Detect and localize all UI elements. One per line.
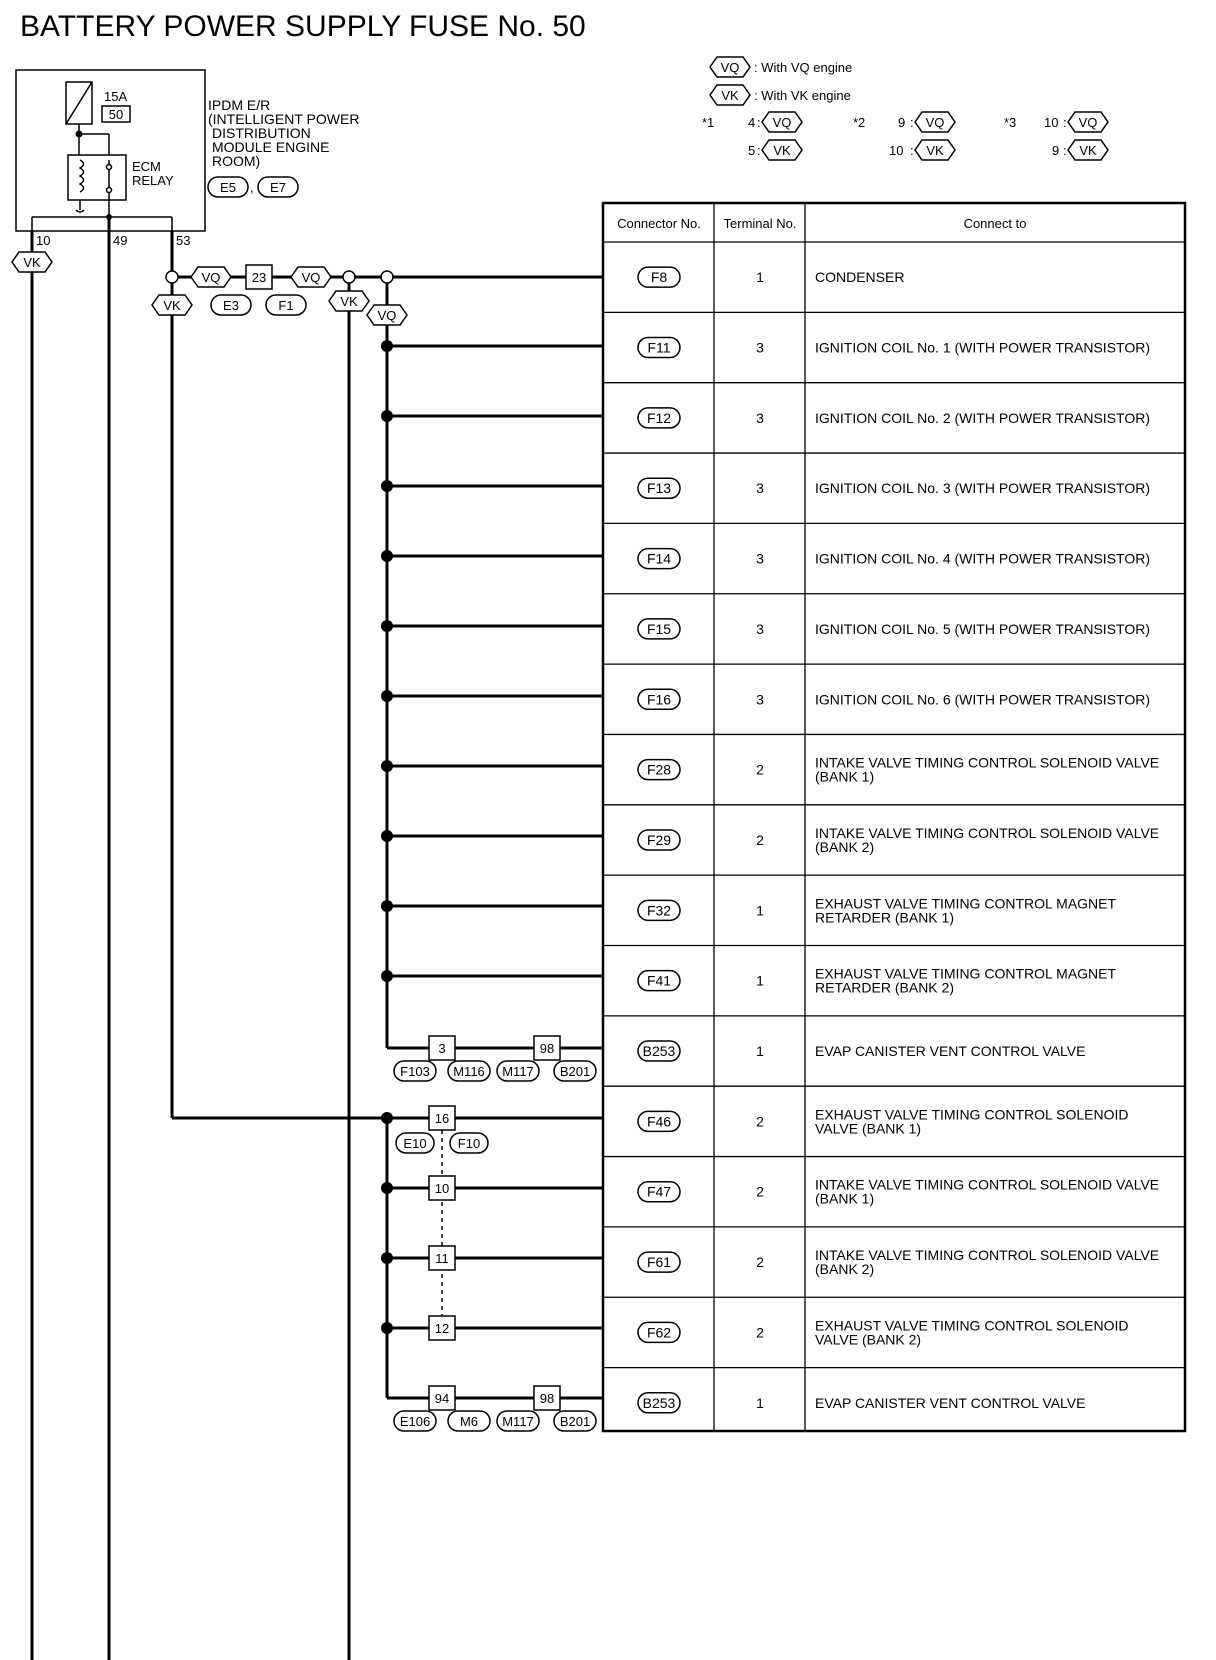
connector-no: F61 — [646, 1254, 672, 1271]
note-num: 9 — [1052, 143, 1060, 158]
joint-98: 98 — [539, 1041, 555, 1056]
connect-to: VALVE (BANK 2) — [815, 1331, 922, 1348]
table-row — [603, 1106, 1185, 1156]
connect-to: RETARDER (BANK 1) — [815, 909, 954, 926]
connector-m6: M6 — [459, 1414, 479, 1429]
terminal-no: 1 — [756, 1043, 764, 1060]
connect-to: EXHAUST VALVE TIMING CONTROL MAGNET — [815, 965, 1117, 982]
ground-icon — [76, 210, 84, 212]
page-title: BATTERY POWER SUPPLY FUSE No. 50 — [20, 10, 586, 43]
vk-tag: VK — [340, 294, 358, 309]
connect-to: IGNITION COIL No. 5 (WITH POWER TRANSISTOR) — [815, 620, 1150, 637]
main-wires — [32, 217, 603, 1660]
terminal-no: 2 — [756, 761, 764, 778]
ipdm-name-4: MODULE ENGINE — [212, 139, 330, 155]
connector-e3: E3 — [223, 298, 239, 313]
svg-text::: : — [757, 115, 761, 130]
connector-no: F16 — [646, 691, 672, 708]
connect-to: CONDENSER — [815, 269, 905, 286]
connector-no: F62 — [646, 1324, 672, 1341]
header-connect-to: Connect to — [963, 216, 1027, 231]
note-num: 4 — [748, 115, 756, 130]
connector-no: F15 — [646, 620, 672, 637]
ipdm-block — [16, 70, 359, 248]
table-row — [603, 895, 1185, 945]
svg-text:,: , — [250, 180, 254, 195]
relay-coil-icon — [80, 160, 84, 192]
connect-to: INTAKE VALVE TIMING CONTROL SOLENOID VALVE — [815, 824, 1160, 841]
table-row — [603, 689, 1185, 734]
relay-label-2: RELAY — [132, 173, 174, 188]
table-row — [603, 338, 1185, 383]
connect-to: RETARDER (BANK 2) — [815, 979, 954, 996]
svg-text::: : — [910, 143, 914, 158]
legend-note-1 — [702, 112, 802, 160]
svg-text::: : — [910, 115, 914, 130]
joint-10: 10 — [434, 1181, 450, 1196]
connector-e10: E10 — [403, 1136, 427, 1151]
connect-to: IGNITION COIL No. 1 (WITH POWER TRANSISTOR) — [815, 339, 1150, 356]
connector-e7: E7 — [270, 180, 286, 195]
connector-no: F28 — [646, 761, 672, 778]
connect-to: INTAKE VALVE TIMING CONTROL SOLENOID VALVE — [815, 1247, 1160, 1264]
note-tag: VK — [1079, 143, 1097, 158]
ipdm-name-2: (INTELLIGENT POWER — [208, 111, 360, 127]
connect-to: INTAKE VALVE TIMING CONTROL SOLENOID VALVE — [815, 754, 1160, 771]
note-tag: VK — [773, 143, 791, 158]
vk-legend-text: : With VK engine — [754, 88, 851, 103]
terminal-no: 3 — [756, 691, 764, 708]
terminal-no: 3 — [756, 480, 764, 497]
connector-no: F29 — [646, 831, 672, 848]
connect-to: EVAP CANISTER VENT CONTROL VALVE — [815, 1394, 1086, 1411]
note-tag: VK — [926, 143, 944, 158]
connector-m116: M116 — [453, 1064, 485, 1079]
connect-to: IGNITION COIL No. 3 (WITH POWER TRANSISTOR) — [815, 480, 1150, 497]
connect-to: EXHAUST VALVE TIMING CONTROL MAGNET — [815, 895, 1117, 912]
connect-to: IGNITION COIL No. 4 (WITH POWER TRANSISTOR) — [815, 550, 1150, 567]
note-num: 10 — [1044, 115, 1059, 130]
connect-to: (BANK 2) — [815, 1261, 875, 1278]
note-tag: VQ — [772, 115, 792, 130]
svg-text::: : — [1063, 115, 1067, 130]
table-row — [603, 478, 1185, 523]
table-row — [603, 549, 1185, 594]
terminal-no: 2 — [756, 831, 764, 848]
connector-no: B253 — [642, 1043, 676, 1060]
terminal-no: 2 — [756, 1183, 764, 1200]
note-num: 9 — [898, 115, 906, 130]
terminal-no: 1 — [756, 972, 764, 989]
table-row — [603, 1177, 1185, 1227]
connect-to: IGNITION COIL No. 6 (WITH POWER TRANSISTOR) — [815, 691, 1150, 708]
vq-legend-text: : With VQ engine — [754, 60, 853, 75]
connector-no: F47 — [646, 1183, 672, 1200]
connect-to: (BANK 1) — [815, 768, 875, 785]
terminal-no: 1 — [756, 902, 764, 919]
vq-tag: VQ — [720, 60, 740, 75]
svg-text::: : — [757, 143, 761, 158]
connect-to: EVAP CANISTER VENT CONTROL VALVE — [815, 1043, 1086, 1060]
ipdm-name-5: ROOM) — [212, 153, 261, 169]
connector-b201: B201 — [559, 1414, 591, 1429]
connector-no: F14 — [646, 550, 672, 567]
connector-b201: B201 — [559, 1064, 591, 1079]
legend-note-3 — [1004, 112, 1108, 160]
vq-tag: VQ — [377, 308, 397, 323]
table-row — [603, 966, 1185, 1016]
pin-49: 49 — [113, 233, 128, 248]
connector-no: F13 — [646, 480, 672, 497]
table-row — [603, 408, 1185, 453]
terminal-no: 3 — [756, 620, 764, 637]
junction-23: 23 — [251, 270, 267, 285]
vk-tag: VK — [163, 298, 181, 313]
table-row — [603, 1247, 1185, 1297]
connector-f103: F103 — [400, 1064, 430, 1079]
connect-to: INTAKE VALVE TIMING CONTROL SOLENOID VALVE — [815, 1176, 1160, 1193]
connector-no: F41 — [646, 972, 672, 989]
connector-no: F11 — [647, 339, 671, 356]
pin-53: 53 — [176, 233, 191, 248]
note-mark: *3 — [1004, 115, 1017, 130]
svg-text::: : — [1063, 143, 1067, 158]
table-row — [603, 755, 1185, 805]
note-mark: *2 — [853, 115, 866, 130]
connect-to: EXHAUST VALVE TIMING CONTROL SOLENOID — [815, 1317, 1129, 1334]
connect-to: (BANK 2) — [815, 838, 875, 855]
joint-94: 94 — [434, 1391, 450, 1406]
connector-m117: M117 — [502, 1064, 534, 1079]
terminal-no: 2 — [756, 1113, 764, 1130]
fuse-number: 50 — [108, 107, 124, 122]
connector-no: F46 — [646, 1113, 672, 1130]
header-connector-no: Connector No. — [617, 216, 701, 231]
legend-vk — [710, 85, 851, 105]
connector-no: F32 — [646, 902, 672, 919]
terminal-no: 1 — [756, 1394, 764, 1411]
terminal-no: 2 — [756, 1254, 764, 1271]
connect-to: VALVE (BANK 1) — [815, 1120, 922, 1137]
connector-f1: F1 — [278, 298, 294, 313]
joint-connectors — [394, 1036, 596, 1431]
terminal-no: 1 — [756, 269, 764, 286]
terminal-no: 3 — [756, 339, 764, 356]
legend-note-2 — [853, 112, 955, 160]
joint-98: 98 — [539, 1391, 555, 1406]
header-terminal-no: Terminal No. — [723, 216, 797, 231]
connector-f10: F10 — [457, 1136, 481, 1151]
note-num: 10 — [889, 143, 904, 158]
relay-label-1: ECM — [132, 159, 161, 174]
table-row — [603, 1317, 1185, 1367]
connect-to: (BANK 1) — [815, 1190, 875, 1207]
ecm-relay-symbol — [68, 155, 126, 200]
legend-vq — [710, 57, 852, 77]
table-row — [603, 619, 1185, 664]
table-row — [603, 1041, 1185, 1086]
pin-10: 10 — [36, 233, 51, 248]
joint-11: 11 — [435, 1251, 449, 1266]
ipdm-name-1: IPDM E/R — [208, 97, 271, 113]
terminal-no: 3 — [756, 409, 764, 426]
joint-12: 12 — [434, 1321, 450, 1336]
connect-to: EXHAUST VALVE TIMING CONTROL SOLENOID — [815, 1106, 1129, 1123]
legend — [702, 57, 1108, 160]
connector-m117: M117 — [502, 1414, 534, 1429]
table-row — [603, 267, 1185, 312]
vk-tag: VK — [721, 88, 739, 103]
vq-tag: VQ — [301, 270, 321, 285]
ipdm-name-3: DISTRIBUTION — [212, 125, 311, 141]
connector-e5: E5 — [220, 180, 236, 195]
note-mark: *1 — [702, 115, 715, 130]
connector-no: F12 — [646, 409, 672, 426]
joint-3: 3 — [438, 1041, 446, 1056]
fuse-amp: 15A — [104, 89, 128, 104]
terminal-no: 2 — [756, 1324, 764, 1341]
table-row — [638, 1393, 1085, 1413]
note-tag: VQ — [925, 115, 945, 130]
joint-16: 16 — [434, 1111, 450, 1126]
connect-to: IGNITION COIL No. 2 (WITH POWER TRANSISTOR) — [815, 409, 1150, 426]
vk-tag: VK — [23, 255, 41, 270]
connector-e106: E106 — [399, 1414, 431, 1429]
table-row — [603, 825, 1185, 875]
note-tag: VQ — [1078, 115, 1098, 130]
connector-no: B253 — [642, 1394, 676, 1411]
note-num: 5 — [748, 143, 756, 158]
connector-no: F8 — [650, 269, 668, 286]
vq-tag: VQ — [201, 270, 221, 285]
splice-points — [166, 271, 393, 1334]
connection-table — [603, 203, 1185, 1431]
terminal-no: 3 — [756, 550, 764, 567]
